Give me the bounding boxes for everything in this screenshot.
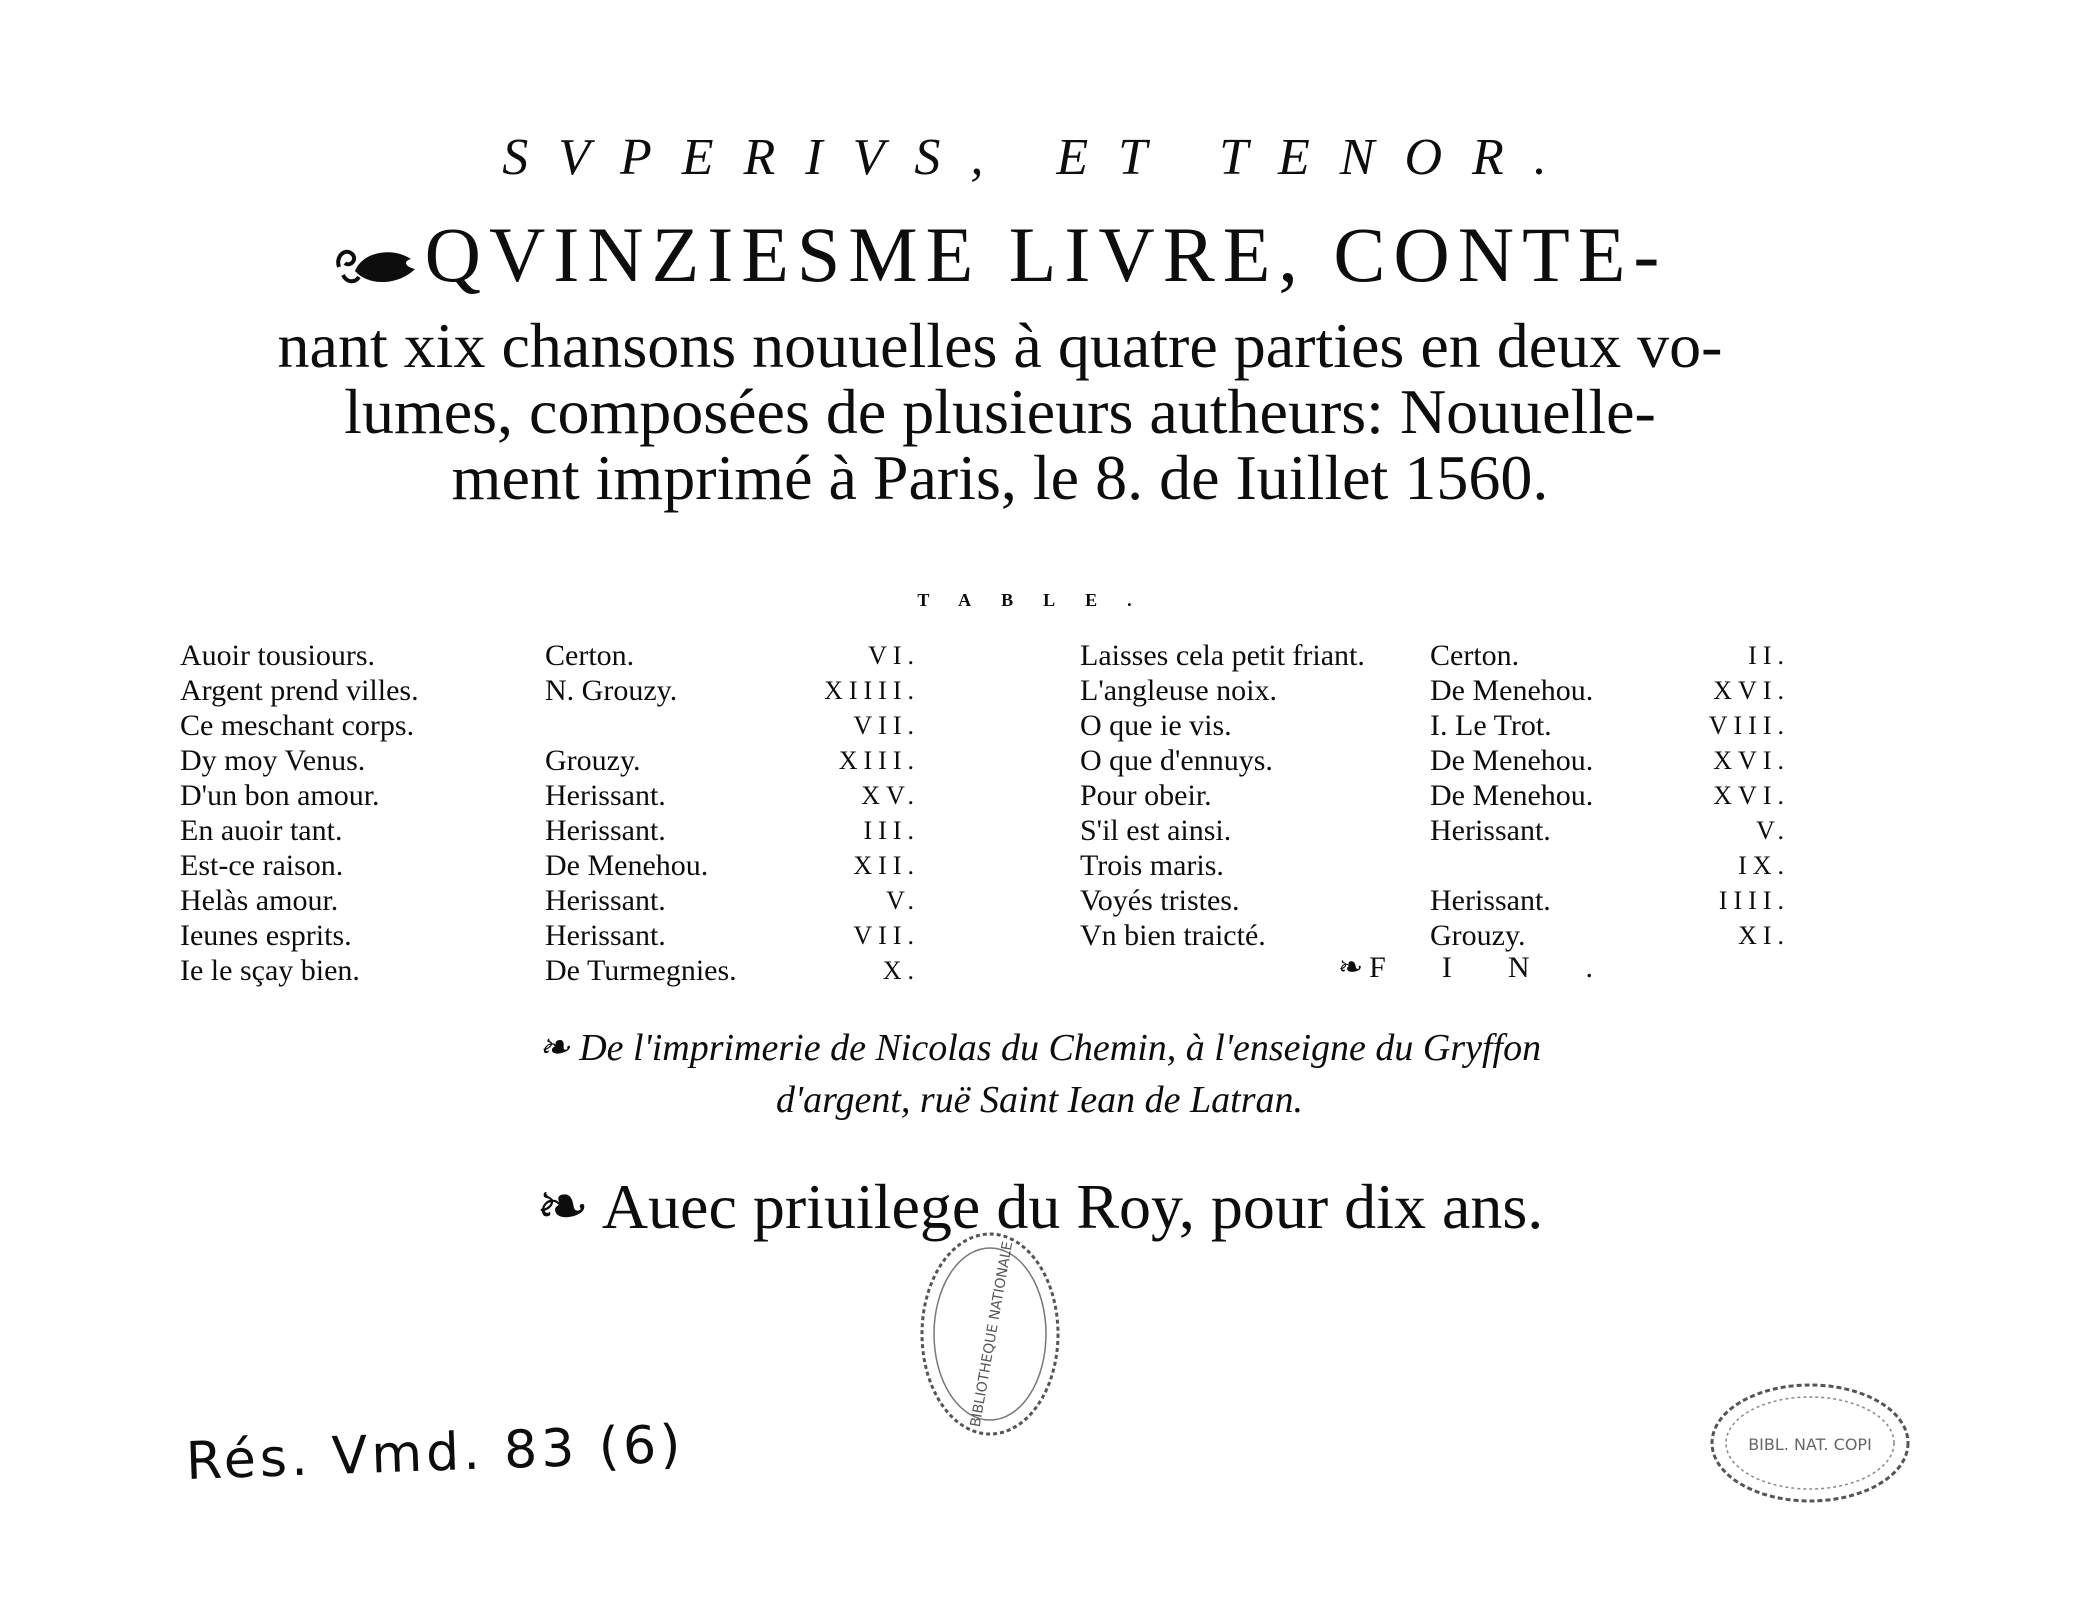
song-author: De Menehou. — [1430, 779, 1594, 812]
song-number: XVI. — [1713, 781, 1790, 810]
title-line-1-text: QVINZIESME LIVRE, CONTE- — [424, 211, 1668, 298]
fin-text: FIN. — [1369, 951, 1649, 984]
imprint-line-2: d'argent, ruë Saint Iean de Latran. — [775, 1079, 1304, 1121]
fin-marker — [1338, 950, 1649, 985]
song-number: XII. — [853, 851, 920, 880]
song-author — [1430, 848, 1593, 883]
song-author: Certon. — [545, 639, 635, 672]
table-right-authors — [1430, 638, 1593, 953]
fleuron-icon — [333, 213, 419, 313]
song-number: VI. — [868, 641, 920, 670]
song-title: Pour obeir. — [1080, 779, 1212, 812]
song-number: XVI. — [1713, 746, 1790, 775]
song-number: VII. — [853, 711, 920, 740]
privilege-text: Auec priuilege du Roy, pour dix ans. — [601, 1171, 1544, 1242]
title-line-4: ment imprimé à Paris, le 8. de Iuillet 1560. — [451, 442, 1549, 514]
song-number: VII. — [853, 921, 920, 950]
song-title: L'angleuse noix. — [1080, 674, 1278, 707]
song-title: Helàs amour. — [180, 884, 339, 917]
song-number: X. — [882, 956, 920, 985]
stamp-round-text: BIBL. NAT. COPI — [1748, 1435, 1872, 1454]
song-title: Voyés tristes. — [1080, 884, 1240, 917]
imprint-line-1 — [0, 1022, 2079, 1074]
song-title: Trois maris. — [1080, 849, 1224, 882]
song-number: XV. — [861, 781, 920, 810]
song-author: N. Grouzy. — [545, 674, 678, 707]
table-left-numbers — [800, 638, 920, 988]
table-right-titles — [1080, 638, 1365, 953]
song-number: V. — [1756, 816, 1790, 845]
song-title: S'il est ainsi. — [1080, 814, 1232, 847]
song-title: O que d'ennuys. — [1080, 744, 1273, 777]
song-title: Ieunes esprits. — [180, 919, 352, 952]
song-author: Grouzy. — [1430, 919, 1526, 952]
table-left-authors — [545, 638, 737, 988]
library-stamp-oval — [915, 1228, 1065, 1444]
title-line-2: nant xix chansons nouuelles à quatre parties en deux vo- — [277, 310, 1723, 382]
song-number: XVI. — [1713, 676, 1790, 705]
song-number: II. — [1748, 641, 1790, 670]
song-author: Grouzy. — [545, 744, 641, 777]
song-author: Herissant. — [1430, 884, 1551, 917]
library-stamp-round — [1705, 1378, 1915, 1512]
table-left-titles — [180, 638, 419, 988]
song-number: VIII. — [1708, 711, 1790, 740]
song-author: Herissant. — [545, 779, 666, 812]
song-title: O que ie vis. — [1080, 709, 1232, 742]
song-author: De Menehou. — [1430, 674, 1594, 707]
table-right-numbers — [1680, 638, 1790, 953]
song-title: D'un bon amour. — [180, 779, 380, 812]
song-title: Dy moy Venus. — [180, 744, 366, 777]
table-heading: TABLE. — [917, 590, 1162, 610]
stamp-oval-text: BIBLIOTHEQUE NATIONALE — [967, 1240, 1017, 1429]
song-author: I. Le Trot. — [1430, 709, 1552, 742]
song-title: Vn bien traicté. — [1080, 919, 1266, 952]
song-author: Herissant. — [545, 919, 666, 952]
song-number: IX. — [1738, 851, 1790, 880]
superius-header: SVPERIVS, ET TENOR. — [502, 129, 1577, 186]
song-author: De Turmegnies. — [545, 954, 737, 987]
shelfmark-handwritten: Rés. Vmd. 83 (6) — [185, 1414, 686, 1492]
imprint-block — [0, 1022, 2079, 1126]
song-number: IIII. — [1718, 886, 1790, 915]
song-author: Herissant. — [545, 814, 666, 847]
song-author: Herissant. — [545, 884, 666, 917]
song-number: XIIII. — [824, 676, 920, 705]
imprint-line-1-text: De l'imprimerie de Nicolas du Chemin, à l'enseigne du Gryffon — [579, 1027, 1542, 1069]
song-title: Argent prend villes. — [180, 674, 419, 707]
song-title: Est-ce raison. — [180, 849, 344, 882]
song-author: De Menehou. — [1430, 744, 1594, 777]
song-author: Certon. — [1430, 639, 1520, 672]
fleuron-small-icon: ❧ — [535, 1171, 602, 1242]
song-number: III. — [863, 816, 920, 845]
song-title: Laisses cela petit friant. — [1080, 639, 1365, 672]
song-title: Auoir tousiours. — [180, 639, 375, 672]
song-number: XI. — [1738, 921, 1790, 950]
song-number: XIII. — [838, 746, 920, 775]
song-title: En auoir tant. — [180, 814, 343, 847]
song-title: Ce meschant corps. — [180, 709, 415, 742]
song-author: De Menehou. — [545, 849, 709, 882]
song-number: V. — [886, 886, 920, 915]
title-line-3: lumes, composées de plusieurs autheurs: Nouuelle- — [344, 376, 1656, 448]
song-title: Ie le sçay bien. — [180, 954, 360, 987]
fleuron-small-icon: ❧ — [1338, 951, 1364, 984]
title-block — [160, 205, 1840, 514]
fleuron-small-icon: ❧ — [537, 1027, 580, 1069]
title-line-1 — [160, 205, 1840, 313]
song-author: Herissant. — [1430, 814, 1551, 847]
song-author — [545, 708, 737, 743]
